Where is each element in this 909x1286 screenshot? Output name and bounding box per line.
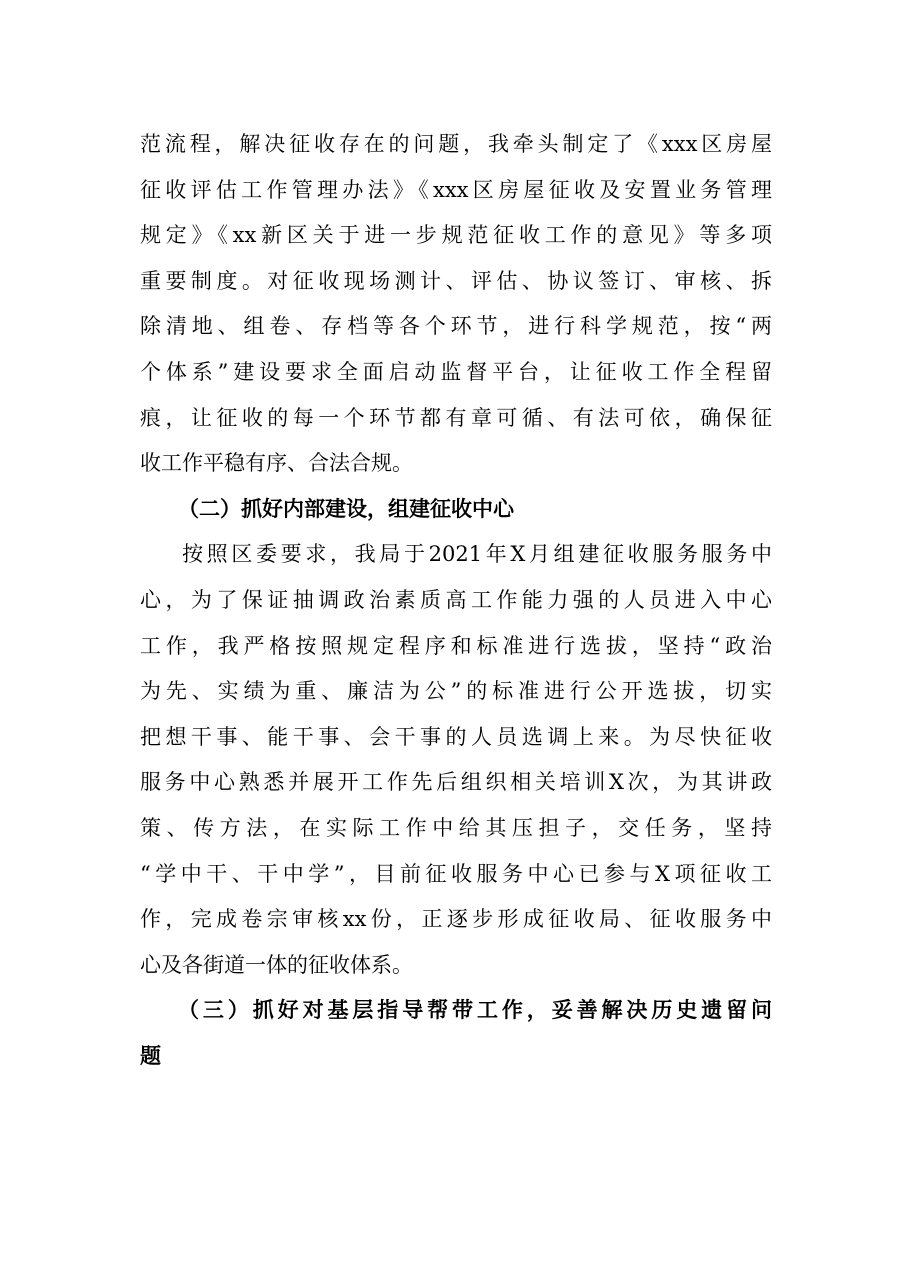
text-line: “学中干、干中学”，目前征收服务中心已参与X项征收工: [140, 861, 772, 886]
text-line: 为先、实绩为重、廉洁为公”的标准进行公开选拔，切实: [140, 679, 772, 704]
text-line: 痕，让征收的每一个环节都有章可循、有法可依，确保征: [140, 405, 772, 430]
text-line: 范流程，解决征收存在的问题，我牵头制定了《xxx区房屋: [140, 132, 772, 156]
heading-line: 题: [140, 1043, 161, 1068]
text-line: 除清地、组卷、存档等各个环节，进行科学规范，按“两: [140, 314, 772, 339]
text-line: 规定》《xx新区关于进一步规范征收工作的意见》等多项: [140, 223, 772, 248]
text-line: 征收评估工作管理办法》《xxx区房屋征收及安置业务管理: [140, 177, 772, 202]
section-heading-2: （二）抓好内部建设，组建征收中心: [178, 496, 514, 521]
text-line: 心及各街道一体的征收体系。: [140, 952, 413, 977]
text-line: 把想干事、能干事、会干事的人员选调上来。为尽快征收: [140, 724, 772, 749]
paragraph-center-setup: [140, 532, 772, 988]
heading-line: （三）抓好对基层指导帮带工作，妥善解决历史遗留问: [178, 998, 772, 1023]
document-body: [140, 122, 772, 1079]
text-line: 重要制度。对征收现场测计、评估、协议签订、审核、拆: [140, 268, 772, 293]
section-heading-3: [140, 988, 772, 1079]
text-line: 按照区委要求，我局于2021年X月组建征收服务服务中: [182, 542, 772, 567]
paragraph-regulations: [140, 122, 772, 487]
text-line: 个体系”建设要求全面启动监督平台，让征收工作全程留: [140, 359, 772, 384]
text-line: 心，为了保证抽调政治素质高工作能力强的人员进入中心: [140, 587, 772, 612]
text-line: 收工作平稳有序、合法合规。: [140, 451, 413, 476]
text-line: 服务中心熟悉并展开工作先后组织相关培训X次，为其讲政: [140, 770, 772, 795]
text-line: 策、传方法，在实际工作中给其压担子，交任务，坚持: [140, 815, 772, 840]
text-line: 作，完成卷宗审核xx份，正逐步形成征收局、征收服务中: [140, 907, 772, 932]
text-line: 工作，我严格按照规定程序和标准进行选拔，坚持“政治: [140, 633, 772, 658]
